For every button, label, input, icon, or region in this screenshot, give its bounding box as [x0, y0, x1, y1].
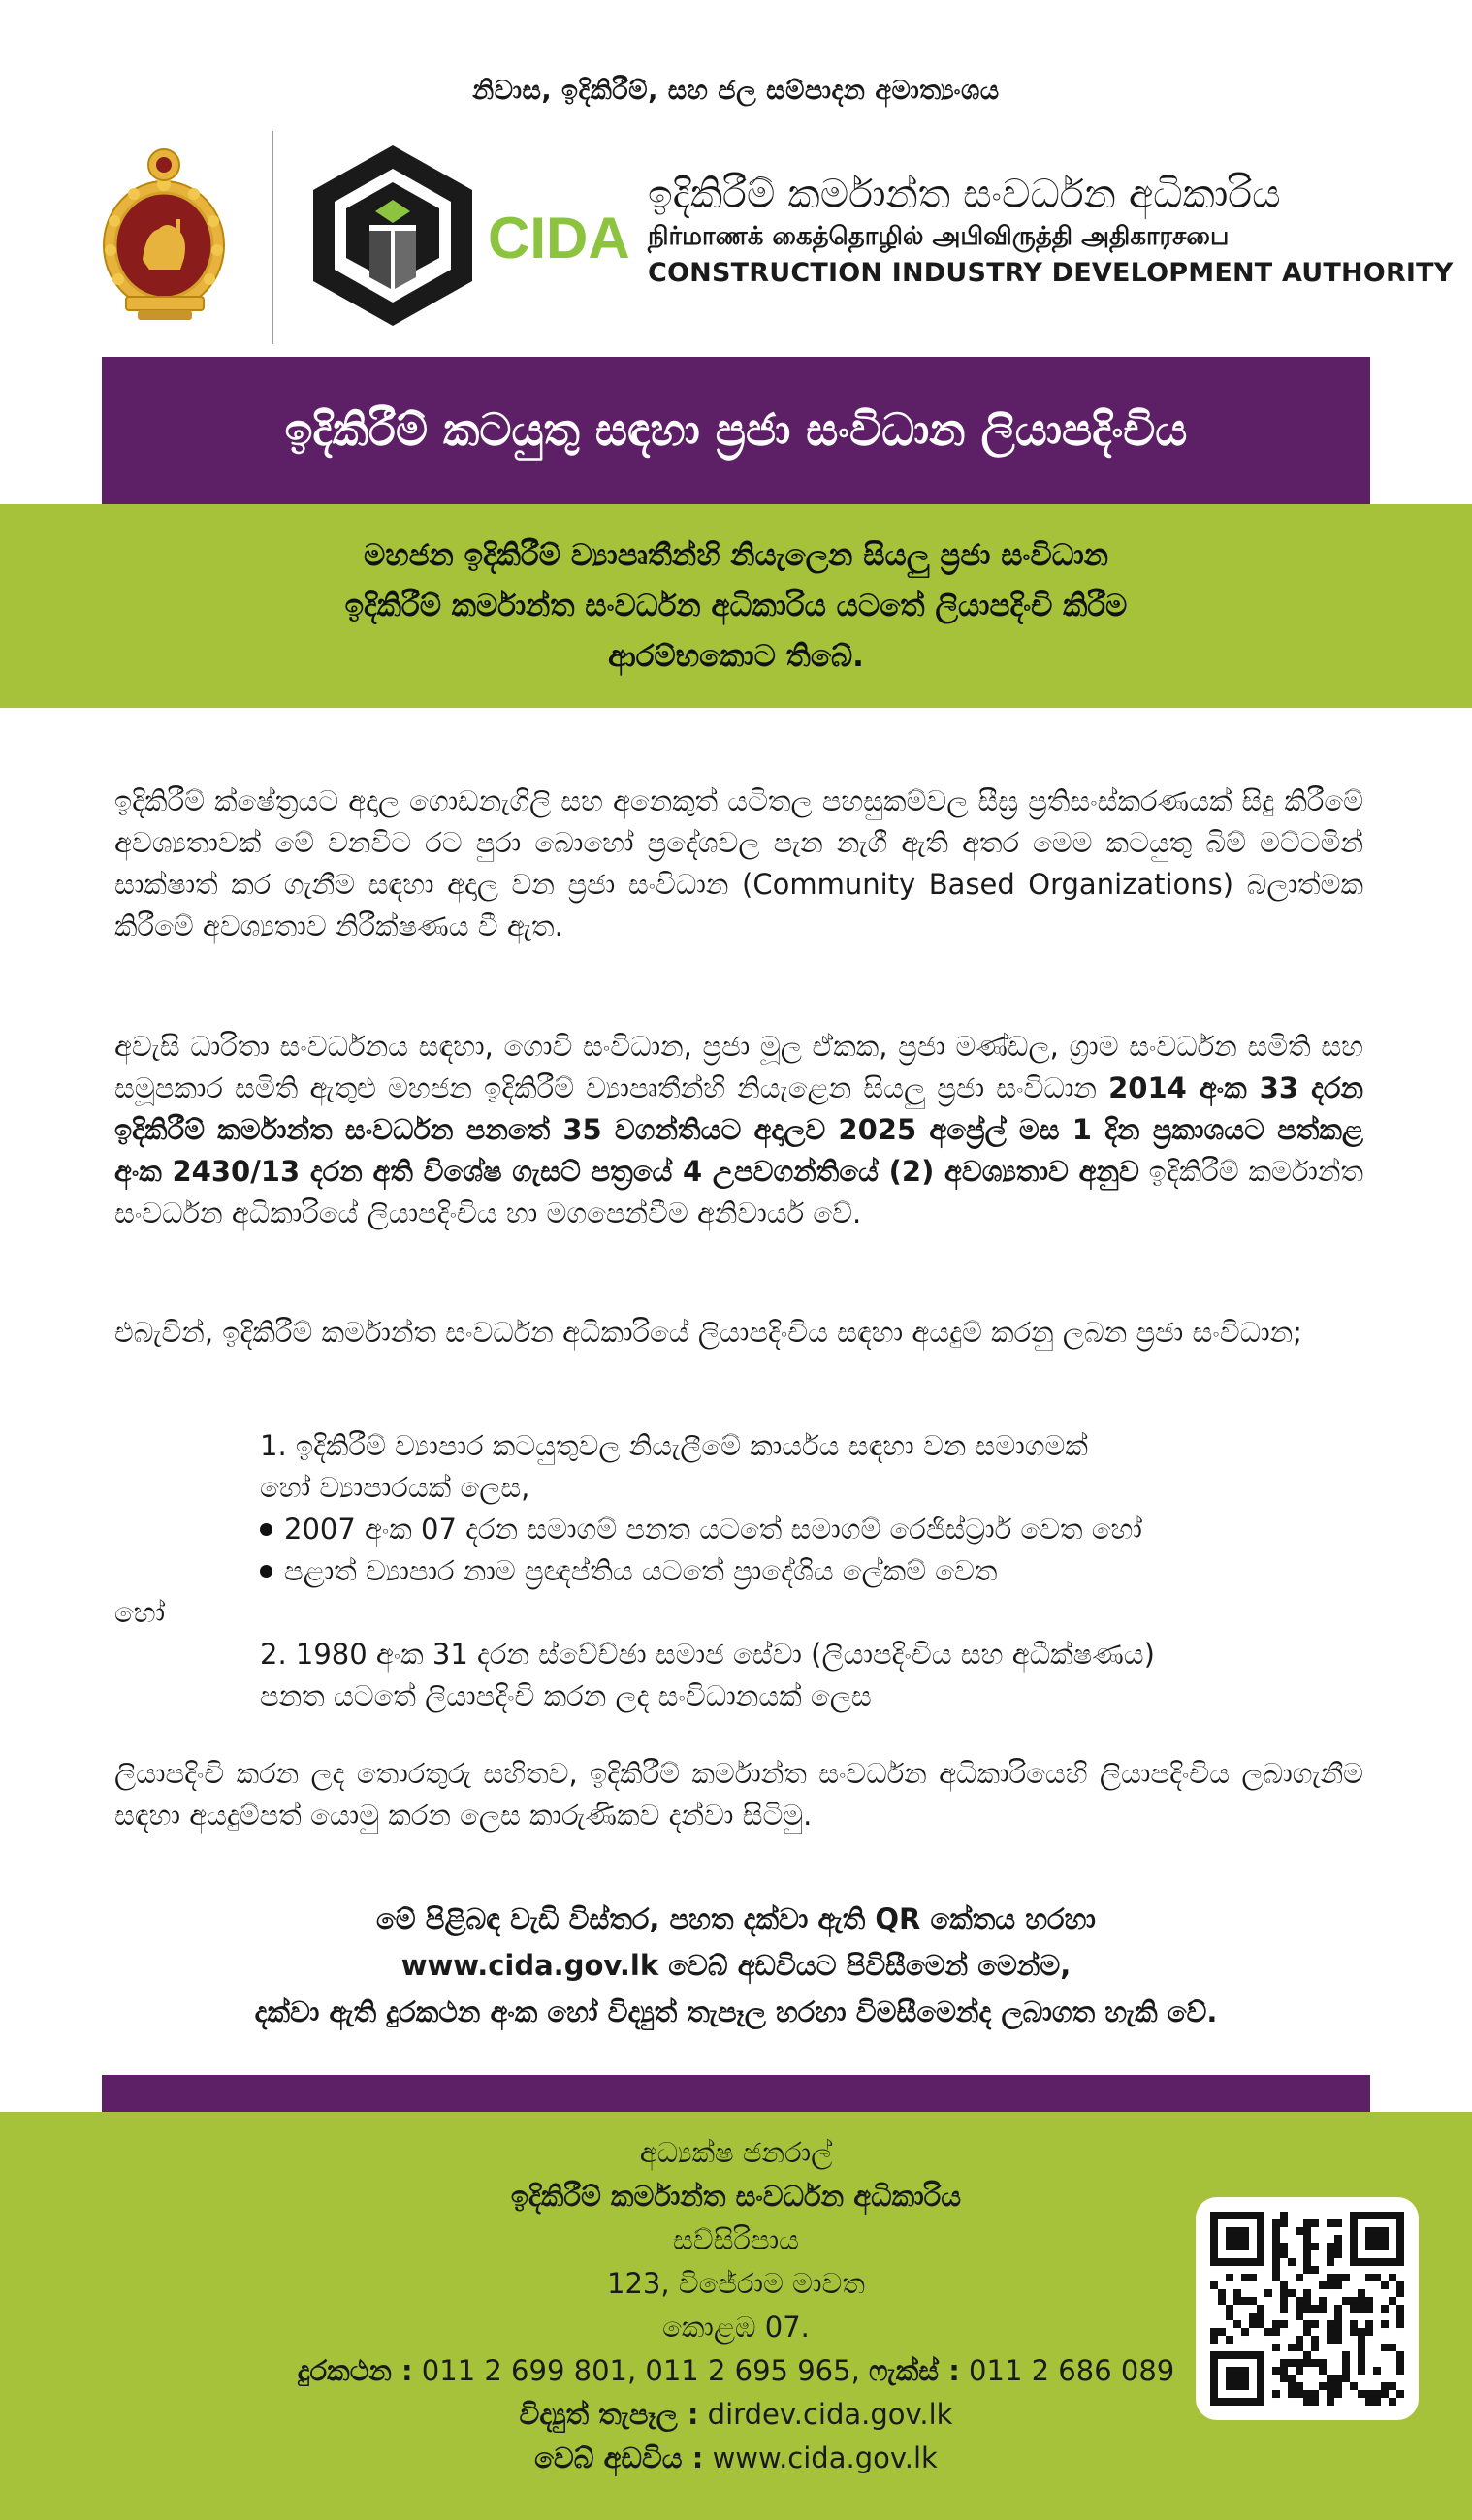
intro-line-1: මහජන ඉදිකිරීම් ව්‍යාපෘතීන්හි නියැලෙන සියලු ප්‍රජා සංවිධාන: [363, 538, 1109, 573]
web-value[interactable]: www.cida.gov.lk: [703, 2441, 938, 2474]
paragraph-2: [114, 1026, 1363, 1234]
footer-city: කොළඹ 07.: [662, 2311, 810, 2344]
bullet-icon: [260, 1565, 272, 1578]
email-value[interactable]: dirdev.cida.gov.lk: [698, 2398, 953, 2431]
org-name-tamil: நிர்மாணக் கைத்தொழில் அபிவிருத்தி அதிகாரசபை: [648, 222, 1230, 251]
footer-purple-band: [102, 2075, 1370, 2112]
page-title: ඉදිකිරීම් කටයුතු සඳහා ප්‍රජා සංවිධාන ලියාපදිංචිය: [284, 403, 1188, 456]
more-info-line-2: www.cida.gov.lk වෙබ් අඩවියට පිවිසීමෙන් මෙන්ම,: [400, 1949, 1072, 1982]
list-bullet-1: [260, 1509, 1375, 1550]
header-divider: [272, 131, 273, 344]
list-bullet-1-text: 2007 අංක 07 දරන සමාගම් පනත යටතේ සමාගම් රෙජිස්ට්‍රාර් වෙත හෝ: [284, 1513, 1142, 1546]
more-info-line-1: මේ පිළිබඳ වැඩි විස්තර, පහත දක්වා ඇති QR කේතය හරහා: [376, 1902, 1096, 1935]
cida-logo-text: CIDA: [488, 206, 630, 271]
more-info-line-3: දක්වා ඇති දුරකථන අංක හෝ විද්‍යුත් තැපෑල හරහා විමසීමෙන්ද ලබාගත හැකි වේ.: [254, 1995, 1218, 2028]
registration-options-list: [114, 1425, 1375, 1717]
phone-value: 011 2 699 801, 011 2 695 965,: [412, 2354, 870, 2387]
qr-code-icon: [1210, 2212, 1404, 2406]
intro-banner: [0, 504, 1472, 708]
footer-org: ඉදිකිරීම් කර්මාන්ත සංවර්ධන අධිකාරිය: [510, 2180, 962, 2213]
more-info: [0, 1896, 1472, 2035]
paragraph-1: ඉදිකිරීම් ක්ෂේත්‍රයට අදාල ගොඩනැගිලි සහ අනෙකුත් යටිතල පහසුකම්වල සීඝ්‍ර ප්‍රතිසංස්කරණයක් සිදු කිරීමේ අවශ්‍යතාවක් මේ වනවිට රට පුරා බොහෝ ප්‍රදේශවල පැන නැගී ඇති අතර මෙම කටයුතු බිම් මට්ටමින් සාක්ෂාත් කර ගැනීම සඳහා අදාල වන ප්‍රජා සංවිධාන (Community Based Organizations) බලාත්මක කිරීමේ අවශ්‍යතාව නිරීක්ෂණය වී ඇත.: [114, 784, 1363, 942]
intro-line-2: ඉදිකිරීම් කර්මාන්ත සංවර්ධන අධිකාරිය යටතේ ලියාපදිංචි කිරීම: [344, 589, 1128, 623]
email-label: විද්‍යුත් තැපෑල :: [519, 2398, 699, 2431]
footer-designation: අධ්‍යක්ෂ ජනරාල්: [639, 2136, 833, 2169]
paragraph-3: එබැවින්, ඉදිකිරීම් කර්මාන්ත සංවර්ධන අධිකාරියේ ලියාපදිංචිය සඳහා අයදුම් කරනු ලබන ප්‍රජා සංවිධාන;: [114, 1316, 1302, 1349]
list-bullet-2: [260, 1550, 1375, 1592]
list-item-2-line-1: 2. 1980 අංක 31 දරන ස්වේච්ඡා සමාජ සේවා (ලියාපදිංචිය සහ අධීක්ෂණය): [260, 1638, 1155, 1671]
intro-line-3: ආරම්භකොට තිබේ.: [608, 639, 864, 674]
list-or: හෝ: [114, 1596, 166, 1629]
paragraph-2-bold: 2014 අංක 33 දරන ඉදිකිරීම් කර්මාන්ත සංවර්ධන පනතේ 35 වගන්තියට අදාලව 2025 අප්‍රේල් මස 1 දින ප්‍රකාශයට පත්කළ අංක 2430/13 දරන අති විශේෂ ගැසට් පත්‍රයේ 4 උපවගන්තියේ (2) අවශ්‍යතාව අනුව: [114, 1071, 1364, 1188]
list-bullet-2-text: පළාත් ව්‍යාපාර නාම ප්‍රඥප්තිය යටතේ ප්‍රාදේශිය ලේකම් වෙත: [284, 1554, 998, 1587]
sri-lanka-emblem-icon: [99, 144, 230, 323]
org-name-sinhala: ඉදිකිරීම් කර්මාන්ත සංවර්ධන අධිකාරිය: [648, 171, 1281, 217]
organization-names: [648, 171, 1454, 288]
ministry-name: නිවාස, ඉදිකිරීම්, සහ ජල සම්පාදන අමාත්‍යංශය: [472, 76, 1000, 106]
paragraph-2-start: අවැසි ධාරිතා සංවර්ධනය සඳහා, ගොවි සංවිධාන, ප්‍රජා මූල ඒකක, ප්‍රජා මණ්ඩල, ග්‍රාම සංවර්ධන සමිති සහ සමූපකාර සමිති ඇතුළු මහජන ඉදිකිරීම් ව්‍යාපෘතීන්හි නියැළෙන සියලු ප්‍රජා සංවිධාන: [114, 1030, 1363, 1104]
fax-value: 011 2 686 089: [959, 2354, 1175, 2387]
qr-code[interactable]: [1196, 2197, 1419, 2420]
footer-web: [0, 2437, 1472, 2480]
list-item-1-line-2: හෝ ව්‍යාපාරයක් ලෙස,: [260, 1471, 530, 1504]
bullet-icon: [260, 1523, 272, 1536]
phone-label: දුරකථන :: [297, 2354, 413, 2387]
fax-label: ෆැක්ස් :: [869, 2354, 960, 2387]
list-item-2-line-2: පනත යටතේ ලියාපදිංචි කරන ලද සංවිධානයක් ලෙස: [260, 1679, 872, 1712]
paragraph-2-end: ඉදිකිරීම් කර්මාන්ත සංවර්ධන අධිකාරියේ ලියාපදිංචිය හා මගපෙන්වීම අනිවාර්ය වේ.: [114, 1155, 1364, 1229]
web-label: වෙබ් අඩවිය :: [534, 2441, 704, 2474]
list-item-1-line-1: 1. ඉදිකිරීම් ව්‍යාපාර කටයුතුවල නියැලීමේ කාර්යය සඳහා වන සමාගමක්: [260, 1429, 1088, 1462]
title-banner: [102, 357, 1370, 504]
footer-building: සව්සිරිපාය: [672, 2223, 800, 2256]
org-name-english: CONSTRUCTION INDUSTRY DEVELOPMENT AUTHORITY: [648, 258, 1454, 288]
paragraph-4: ලියාපදිංචි කරන ලද තොරතුරු සහිතව, ඉදිකිරීම් කර්මාන්ත සංවර්ධන අධිකාරියෙහි ලියාපදිංචිය ලබාගැනීම සඳහා අයදුම්පත් යොමු කරන ලෙස කාරුණිකව දන්වා සිටිමු.: [114, 1757, 1363, 1832]
footer-street: 123, විජේරාම මාවත: [607, 2267, 865, 2300]
cida-logo: [305, 144, 640, 328]
